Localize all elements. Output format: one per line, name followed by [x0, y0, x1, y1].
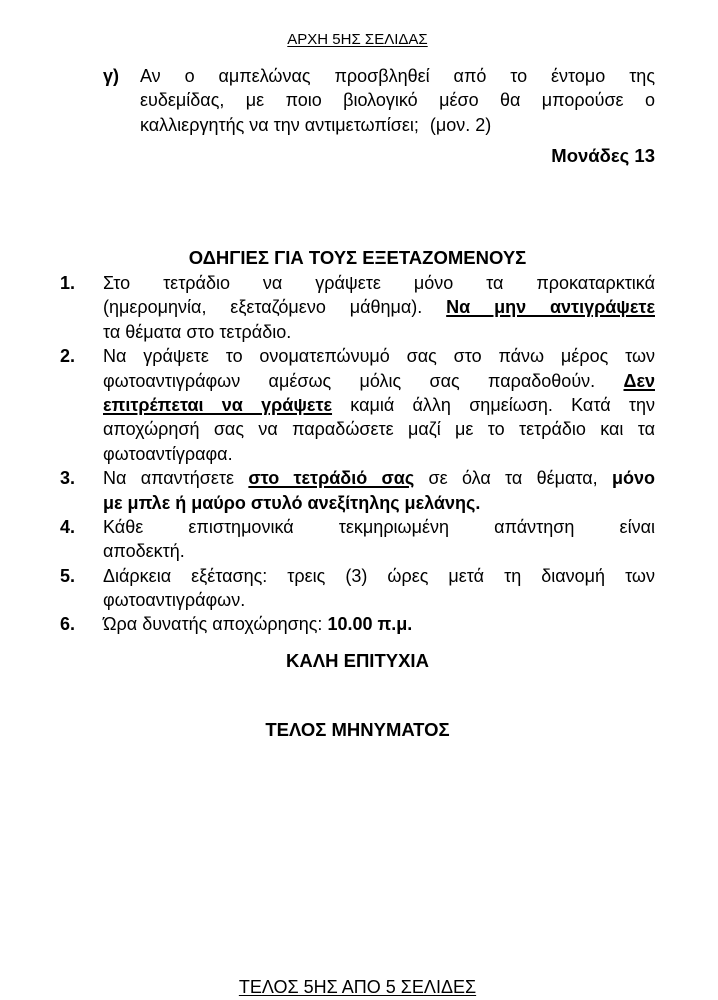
question-text	[140, 64, 655, 137]
end-of-message-text: ΤΕΛΟΣ ΜΗΝΥΜΑΤΟΣ	[265, 719, 450, 740]
instruction-line	[103, 417, 655, 441]
instruction-line	[103, 491, 655, 515]
instruction-number: 3.	[60, 468, 76, 489]
question-text-segment: Αν ο αμπελώνας προσβληθεί από το έντομο της	[140, 66, 655, 86]
question-text-segment: ευδεμίδας, με ποιο βιολογικό μέσο θα μπορούσε ο	[140, 90, 655, 111]
instruction-item	[60, 344, 655, 466]
page-header-text: ΑΡΧΗ 5ΗΣ ΣΕΛΙΔΑΣ	[287, 31, 428, 48]
instruction-text: φωτοαντιγράφων.	[103, 590, 246, 611]
instruction-line	[103, 612, 655, 636]
instruction-line	[103, 320, 655, 344]
instructions-list	[60, 271, 655, 637]
instruction-emphasis: Δεν	[623, 370, 655, 391]
instruction-line	[103, 515, 655, 539]
instruction-line	[103, 466, 655, 490]
instruction-line	[103, 271, 655, 295]
end-of-message	[60, 718, 655, 742]
instruction-bold: με μπλε ή μαύρο στυλό ανεξίτηλης μελάνης.	[103, 492, 481, 513]
instruction-text: αποδεκτή.	[103, 541, 185, 562]
instruction-text: Κάθε επιστημονικά τεκμηριωμένη απάντηση είναι	[103, 516, 655, 537]
instruction-emphasis: επιτρέπεται να γράψετε	[103, 394, 333, 415]
instruction-text: Να απαντήσετε	[103, 468, 235, 489]
instruction-line	[103, 588, 655, 612]
marks-total-text: Μονάδες 13	[551, 145, 655, 166]
instruction-item	[60, 564, 655, 613]
instruction-text: Να γράψετε το ονοματεπώνυμό σας στο πάνω μέρος των	[103, 346, 655, 367]
instruction-number: 6.	[60, 614, 76, 635]
instructions-title-text: ΟΔΗΓΙΕΣ ΓΙΑ ΤΟΥΣ ΕΞΕΤΑΖΟΜΕΝΟΥΣ	[188, 247, 527, 268]
instruction-text: (ημερομηνία, εξεταζόμενο μάθημα).	[103, 297, 423, 318]
instruction-line	[103, 539, 655, 563]
instructions-title	[60, 246, 655, 270]
instruction-emphasis: στο τετράδιό σας	[248, 468, 415, 489]
instruction-bold: μόνο	[611, 468, 655, 489]
question-line	[140, 113, 655, 137]
page-footer-text: ΤΕΛΟΣ 5ΗΣ ΑΠΟ 5 ΣΕΛΙΔΕΣ	[238, 977, 477, 997]
instruction-emphasis: Να μην αντιγράψετε	[446, 297, 655, 318]
instruction-text: καμιά άλλη σημείωση. Κατά την	[350, 394, 655, 415]
instruction-number: 2.	[60, 346, 76, 367]
question-marks: (μον. 2)	[429, 114, 492, 135]
instruction-number: 5.	[60, 565, 76, 586]
closing-message	[60, 649, 655, 673]
instruction-text: Στο τετράδιο να γράψετε μόνο τα προκαταρκτικά	[103, 273, 655, 293]
instruction-line	[103, 393, 655, 417]
instruction-line	[103, 442, 655, 466]
instruction-number: 1.	[60, 273, 76, 293]
instruction-line	[103, 344, 655, 368]
page-header	[60, 31, 655, 49]
instruction-text: Διάρκεια εξέτασης: τρεις (3) ώρες μετά τη διανομή των	[103, 565, 655, 586]
instruction-line	[103, 564, 655, 588]
instruction-text: αποχώρησή σας να παραδώσετε μαζί με το τετράδιο και τα	[103, 419, 655, 440]
question-block	[103, 64, 655, 137]
instruction-text: φωτοαντίγραφα.	[103, 443, 233, 464]
instruction-text: τα θέματα στο τετράδιο.	[103, 321, 292, 342]
instruction-number: 4.	[60, 516, 76, 537]
instruction-line	[103, 369, 655, 393]
instruction-item	[60, 271, 655, 344]
instruction-item	[60, 466, 655, 515]
question-text-segment: καλλιεργητής να την αντιμετωπίσει;	[140, 114, 419, 135]
question-label: γ)	[103, 66, 120, 86]
instruction-text: φωτοαντιγράφων αμέσως μόλις σας παραδοθούν.	[103, 370, 596, 391]
instruction-text: Ώρα δυνατής αποχώρησης:	[103, 614, 323, 635]
instruction-text: σε όλα τα θέματα,	[428, 468, 598, 489]
instruction-item	[60, 612, 655, 636]
closing-message-text: ΚΑΛΗ ΕΠΙΤΥΧΙΑ	[286, 650, 429, 671]
instruction-line	[103, 295, 655, 319]
page-footer	[60, 977, 655, 997]
question-line	[140, 88, 655, 112]
question-line	[140, 64, 655, 88]
marks-total	[60, 144, 655, 168]
instruction-bold: 10.00 π.μ.	[327, 614, 413, 635]
instruction-item	[60, 515, 655, 564]
